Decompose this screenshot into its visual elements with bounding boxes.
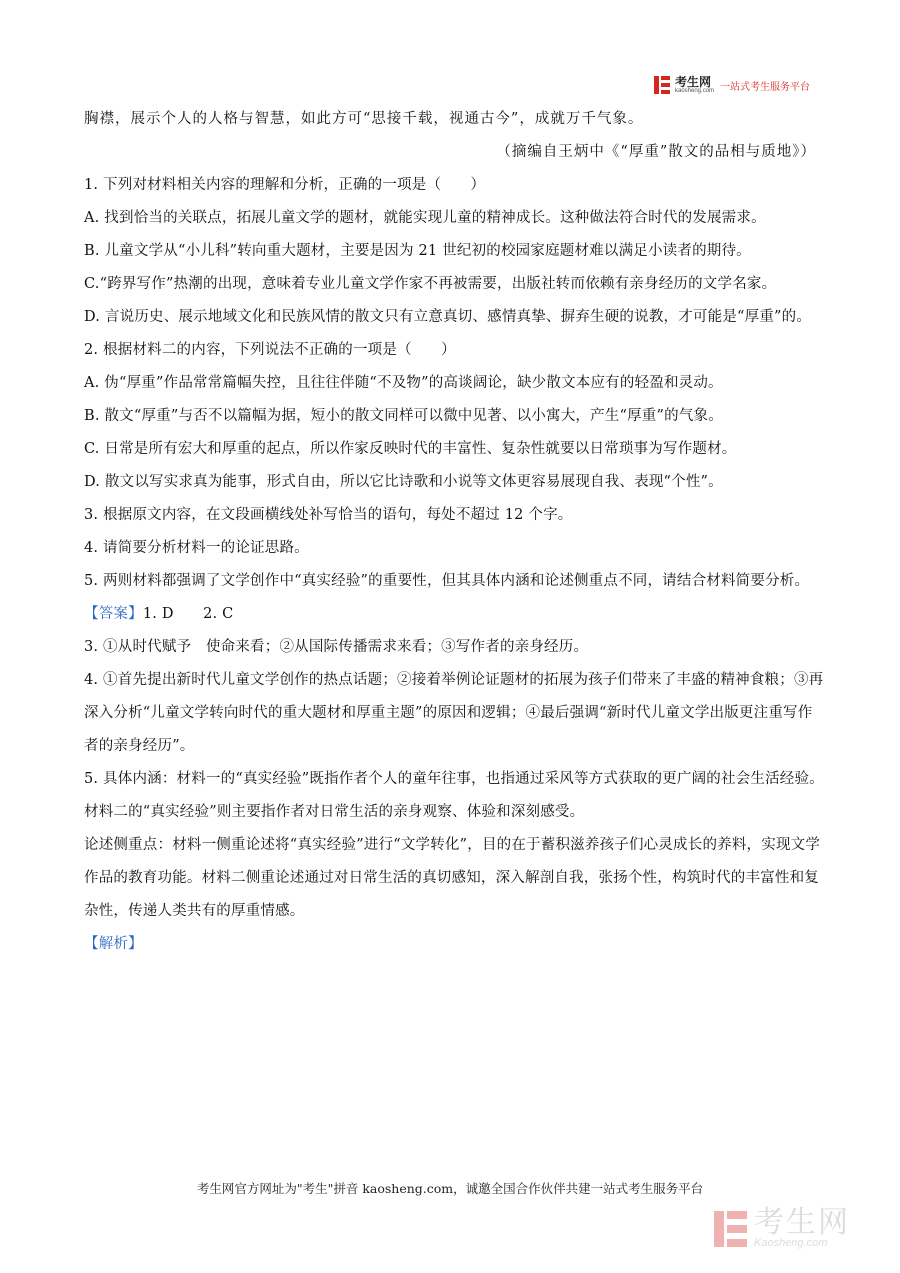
watermark-name: 考生网 <box>754 1205 850 1240</box>
answer-line-1 <box>84 598 824 631</box>
question-1-option-d: D. 言说历史、展示地域文化和民族风情的散文只有立意真切、感情真挚、摒弃生硬的说教，才可能是“厚重”的。 <box>84 309 812 325</box>
logo-domain: kaosheng.com <box>675 88 715 94</box>
header-logo <box>652 74 810 96</box>
watermark-domain: Kaosheng.com <box>754 1237 828 1249</box>
watermark-logo <box>712 1205 850 1249</box>
question-2: 2. 根据材料二的内容，下列说法不正确的一项是（ ） <box>84 342 456 358</box>
document-body <box>84 103 824 961</box>
question-2-option-a: A. 伪“厚重”作品常常篇幅失控，且往往伴随“不及物”的高谈阔论，缺少散文本应有的轻盈和灵动。 <box>84 375 723 391</box>
answer-4: 4. ①首先提出新时代儿童文学创作的热点话题；②接着举例论证题材的拓展为孩子们带来了丰盛的精神食粮；③再深入分析“儿童文学转向时代的重大题材和厚重主题”的原因和逻辑；④最后强调“新时代儿童文学出版更注重写作者的亲身经历”。 <box>84 672 824 754</box>
answer-5-focus: 论述侧重点：材料一侧重论述将“真实经验”进行“文学转化”，目的在于蓄积滋养孩子们心灵成长的养料，实现文学作品的教育功能。材料二侧重论述通过对日常生活的真切感知，深入解剖自我，张扬个性，构筑时代的丰富性和复杂性，传递人类共有的厚重情感。 <box>84 837 821 919</box>
question-4: 4. 请简要分析材料一的论证思路。 <box>84 540 309 556</box>
question-2-option-b: B. 散文“厚重”与否不以篇幅为据，短小的散文同样可以微中见著、以小寓大，产生“厚重”的气象。 <box>84 408 723 424</box>
question-1-option-c: C.“跨界写作”热潮的出现，意味着专业儿童文学作家不再被需要，出版社转而依赖有亲身经历的文学名家。 <box>84 276 777 292</box>
answer-label: 【答案】 <box>84 606 143 622</box>
question-1-option-a: A. 找到恰当的关联点，拓展儿童文学的题材，就能实现儿童的精神成长。这种做法符合时代的发展需求。 <box>84 210 766 226</box>
question-3: 3. 根据原文内容，在文段画横线处补写恰当的语句，每处不超过 12 个字。 <box>84 507 573 523</box>
header-slogan: 一站式考生服务平台 <box>720 81 811 93</box>
logo-mark-icon <box>652 75 672 95</box>
watermark-mark-icon <box>712 1209 750 1249</box>
logo-name: 考生网 <box>675 75 712 89</box>
question-5: 5. 两则材料都强调了文学创作中“真实经验”的重要性，但其具体内涵和论述侧重点不同，请结合材料简要分析。 <box>84 573 810 589</box>
analysis-label: 【解析】 <box>84 936 143 952</box>
footer-text: 考生网官方网址为"考生"拼音 kaosheng.com，诚邀全国合作伙伴共建一站式考生服务平台 <box>196 1181 704 1196</box>
question-1: 1. 下列对材料相关内容的理解和分析，正确的一项是（ ） <box>84 177 486 193</box>
answer-1-2: 1. D 2. C <box>142 606 234 622</box>
question-1-option-b: B. 儿童文学从“小儿科”转向重大题材，主要是因为 21 世纪初的校园家庭题材难以满足小读者的期待。 <box>84 243 751 259</box>
source-citation: （摘编自王炳中《“厚重”散文的品相与质地》） <box>496 144 816 160</box>
answer-5-meaning: 5. 具体内涵：材料一的“真实经验”既指作者个人的童年往事，也指通过采风等方式获取的更广阔的社会生活经验。材料二的“真实经验”则主要指作者对日常生活的亲身观察、体验和深刻感受。 <box>84 771 824 820</box>
answer-3: 3. ①从时代赋予 使命来看；②从国际传播需求来看；③写作者的亲身经历。 <box>84 639 589 655</box>
passage-end-line: 胸襟，展示个人的人格与智慧，如此方可“思接千载，视通古今”，成就万千气象。 <box>84 111 644 127</box>
question-2-option-d: D. 散文以写实求真为能事，形式自由，所以它比诗歌和小说等文体更容易展现自我、表现“个性”。 <box>84 474 723 490</box>
question-2-option-c: C. 日常是所有宏大和厚重的起点，所以作家反映时代的丰富性、复杂性就要以日常琐事为写作题材。 <box>84 441 737 457</box>
